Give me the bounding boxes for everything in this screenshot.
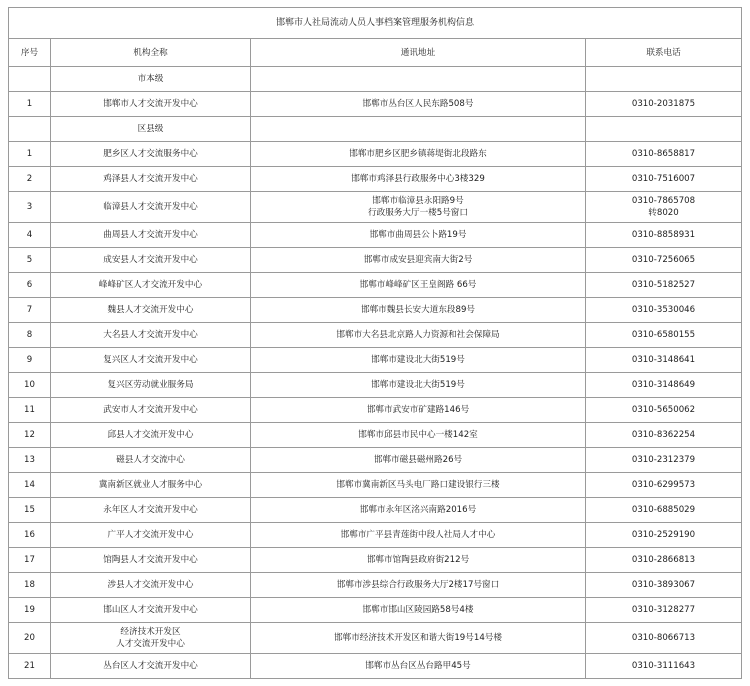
cell-no-text: 21: [24, 661, 35, 671]
cell-address-text: 邯郸市曲周县公卜路19号: [369, 230, 467, 240]
table-row: [9, 654, 742, 679]
cell-no-text: 20: [24, 633, 35, 643]
cell-address-text: 邯郸市丛台区丛台路甲45号: [365, 661, 471, 671]
section-row-county: [9, 117, 742, 142]
cell-address-text: 邯郸市涉县综合行政服务大厅2楼17号窗口: [336, 580, 500, 590]
cell-name: [51, 498, 251, 523]
cell-name: [51, 142, 251, 167]
cell-name-text: 曲周县人才交流开发中心: [103, 230, 198, 240]
cell-address: [251, 248, 586, 273]
cell-phone-text: 0310-2031875: [631, 99, 696, 109]
cell-name-text: 冀南新区就业人才服务中心: [98, 480, 203, 490]
cell-phone-text: 0310-8362254: [631, 430, 696, 440]
table-row: [9, 573, 742, 598]
table-row: [9, 273, 742, 298]
cell-no: [9, 167, 51, 192]
cell-name-text: 武安市人才交流开发中心: [103, 405, 198, 415]
cell-phone-text: 0310-3148649: [631, 380, 696, 390]
cell-address: [251, 623, 586, 654]
cell-address: [251, 523, 586, 548]
document-page: [8, 7, 742, 679]
cell-address: [251, 654, 586, 679]
cell-no: [9, 423, 51, 448]
cell-phone-text: 0310-5650062: [631, 405, 696, 415]
cell-no: [9, 142, 51, 167]
cell-address-text: 邯郸市峰峰矿区王皇阁路 66号: [359, 280, 477, 290]
cell-no: [9, 223, 51, 248]
cell-phone-text: 0310-6580155: [631, 330, 696, 340]
cell-no-text: 13: [24, 455, 35, 465]
cell-phone: [586, 273, 742, 298]
cell-phone: [586, 473, 742, 498]
cell-phone-text: 0310-7256065: [631, 255, 696, 265]
table-row: [9, 523, 742, 548]
cell-address: [251, 298, 586, 323]
cell-phone: [586, 498, 742, 523]
cell-name: [51, 654, 251, 679]
cell-name: [51, 423, 251, 448]
cell-address: [251, 142, 586, 167]
cell-address: [251, 223, 586, 248]
cell-phone-text: 0310-8658817: [631, 149, 696, 159]
cell-address-text: 邯郸市鸡泽县行政服务中心3楼329: [351, 174, 485, 184]
cell-no-text: 7: [26, 305, 33, 315]
header-no: 序号: [9, 39, 51, 67]
cell-no-text: 14: [24, 480, 35, 490]
cell-no-text: 15: [24, 505, 35, 515]
cell-phone: [586, 523, 742, 548]
cell-phone: [586, 323, 742, 348]
table-row: [9, 92, 742, 117]
cell-no: [9, 654, 51, 679]
table-title: 邯郸市人社局流动人员人事档案管理服务机构信息: [9, 8, 742, 39]
cell-name: [51, 398, 251, 423]
table-row: [9, 448, 742, 473]
cell-phone-text: 0310-3893067: [631, 580, 696, 590]
cell-name: [51, 298, 251, 323]
cell-phone: [586, 142, 742, 167]
cell-name: [51, 348, 251, 373]
cell-name-text: 广平人才交流开发中心: [107, 530, 194, 540]
cell-address-text: 邯郸市馆陶县政府街212号: [366, 555, 470, 565]
cell-address-text: 邯郸市魏县长安大道东段89号: [360, 305, 476, 315]
section-label-city: 市本级: [51, 67, 251, 92]
cell-name: [51, 573, 251, 598]
cell-name: [51, 523, 251, 548]
cell-name-text: 大名县人才交流开发中心: [103, 330, 198, 340]
cell-address: [251, 92, 586, 117]
cell-name: [51, 473, 251, 498]
cell-no-text: 12: [24, 430, 35, 440]
table-row: [9, 142, 742, 167]
cell-name: [51, 548, 251, 573]
cell-no: [9, 248, 51, 273]
cell-phone: [586, 248, 742, 273]
cell-no-text: 2: [26, 174, 33, 184]
cell-name-text: 临漳县人才交流开发中心: [103, 202, 198, 212]
cell-phone: [586, 398, 742, 423]
cell-name-text: 邯郸市人才交流开发中心: [103, 99, 198, 109]
cell-phone-text: 0310-2312379: [631, 455, 696, 465]
cell-address-text: 邯郸市武安市矿建路146号: [366, 405, 470, 415]
cell-no-text: 16: [24, 530, 35, 540]
cell-no: [9, 323, 51, 348]
cell-address-text: 邯郸市邯山区陵园路58号4楼: [362, 605, 474, 615]
cell-no-text: 1: [26, 99, 33, 109]
cell-no-text: 4: [26, 230, 33, 240]
cell-phone-text: 0310-7516007: [631, 174, 696, 184]
cell-phone-text: 0310-3148641: [631, 355, 696, 365]
cell-no-text: 17: [24, 555, 35, 565]
cell-name-text: 人才交流开发中心: [116, 639, 185, 649]
table-row: [9, 167, 742, 192]
section-row-city: [9, 67, 742, 92]
cell-name: [51, 167, 251, 192]
section-label-county: 区县级: [51, 117, 251, 142]
cell-address-text: 邯郸市经济技术开发区和谐大街19号14号楼: [334, 633, 502, 643]
cell-phone: [586, 373, 742, 398]
cell-no: [9, 273, 51, 298]
cell-no: [9, 373, 51, 398]
cell-name: [51, 248, 251, 273]
cell-phone: [586, 167, 742, 192]
cell-address-text: 邯郸市丛台区人民东路508号: [362, 99, 474, 109]
cell-phone: [586, 548, 742, 573]
cell-address: [251, 548, 586, 573]
table-row: [9, 473, 742, 498]
cell-name-text: 馆陶县人才交流开发中心: [103, 555, 198, 565]
cell-name-text: 鸡泽县人才交流开发中心: [103, 174, 198, 184]
cell-phone-text: 0310-3111643: [631, 661, 696, 671]
cell-phone-text: 0310-8858931: [631, 230, 696, 240]
table-row: [9, 598, 742, 623]
table-row: [9, 498, 742, 523]
table-row: [9, 398, 742, 423]
table-row: [9, 348, 742, 373]
cell-name: [51, 373, 251, 398]
cell-name-text: 涉县人才交流开发中心: [107, 580, 194, 590]
cell-address: [251, 167, 586, 192]
cell-name: [51, 92, 251, 117]
cell-phone: [586, 573, 742, 598]
cell-no-text: 18: [24, 580, 35, 590]
cell-address-text: 行政服务大厅一楼5号窗口: [368, 208, 468, 218]
cell-name: [51, 223, 251, 248]
header-address: 通讯地址: [251, 39, 586, 67]
cell-no: [9, 498, 51, 523]
cell-name: [51, 448, 251, 473]
table-row: [9, 323, 742, 348]
cell-no-text: 1: [26, 149, 33, 159]
cell-phone: [586, 298, 742, 323]
cell-phone: [586, 92, 742, 117]
cell-phone-text: 0310-5182527: [631, 280, 696, 290]
table-row: [9, 423, 742, 448]
table-row: [9, 373, 742, 398]
cell-name-text: 肥乡区人才交流服务中心: [103, 149, 198, 159]
cell-no-text: 19: [24, 605, 35, 615]
cell-address-text: 邯郸市广平县青莲街中段人社局人才中心: [340, 530, 496, 540]
cell-address: [251, 398, 586, 423]
cell-name-text: 复兴区人才交流开发中心: [103, 355, 198, 365]
table-title-row: [9, 8, 742, 39]
cell-phone: [586, 348, 742, 373]
cell-no: [9, 348, 51, 373]
cell-no: [9, 598, 51, 623]
cell-address: [251, 348, 586, 373]
cell-no-text: 9: [26, 355, 33, 365]
header-phone: 联系电话: [586, 39, 742, 67]
table-row: [9, 223, 742, 248]
cell-name: [51, 192, 251, 223]
institution-table: [8, 7, 742, 679]
cell-phone-text: 0310-3128277: [631, 605, 696, 615]
cell-name: [51, 273, 251, 298]
cell-phone-text: 0310-6299573: [631, 480, 696, 490]
cell-address-text: 邯郸市冀南新区马头电厂路口建设银行三楼: [336, 480, 500, 490]
cell-name-text: 峰峰矿区人才交流开发中心: [98, 280, 203, 290]
cell-phone-text: 0310-2529190: [631, 530, 696, 540]
cell-address: [251, 423, 586, 448]
cell-address: [251, 473, 586, 498]
cell-no: [9, 573, 51, 598]
cell-phone-text: 0310-8066713: [631, 633, 696, 643]
cell-no: [9, 398, 51, 423]
cell-name-text: 丛台区人才交流开发中心: [103, 661, 198, 671]
header-row: [9, 39, 742, 67]
cell-address-text: 邯郸市建设北大街519号: [371, 355, 465, 365]
cell-address-text: 邯郸市永年区洺兴南路2016号: [359, 505, 477, 515]
cell-no: [9, 448, 51, 473]
cell-address: [251, 598, 586, 623]
cell-address: [251, 498, 586, 523]
cell-address: [251, 323, 586, 348]
cell-no: [9, 298, 51, 323]
table-row: [9, 192, 742, 223]
cell-phone: [586, 654, 742, 679]
cell-name-text: 经济技术开发区: [120, 627, 181, 637]
cell-name: [51, 323, 251, 348]
cell-address-text: 邯郸市成安县迎宾南大街2号: [363, 255, 473, 265]
cell-name: [51, 598, 251, 623]
cell-name-text: 永年区人才交流开发中心: [103, 505, 198, 515]
cell-no-text: 5: [26, 255, 33, 265]
cell-name-text: 邱县人才交流开发中心: [107, 430, 194, 440]
cell-no: [9, 548, 51, 573]
cell-no: [9, 192, 51, 223]
table-row: [9, 548, 742, 573]
cell-no-text: 11: [24, 405, 35, 415]
cell-address: [251, 573, 586, 598]
cell-no: [9, 473, 51, 498]
cell-phone-text: 0310-7865708: [631, 196, 696, 206]
cell-phone: [586, 423, 742, 448]
cell-address: [251, 448, 586, 473]
cell-address-text: 邯郸市磁县磁州路26号: [373, 455, 463, 465]
cell-name-text: 复兴区劳动就业服务局: [107, 380, 194, 390]
cell-name-text: 成安县人才交流开发中心: [103, 255, 198, 265]
table-row: [9, 248, 742, 273]
cell-address-text: 邯郸市大名县北京路人力资源和社会保障局: [336, 330, 500, 340]
cell-address: [251, 273, 586, 298]
cell-address: [251, 192, 586, 223]
cell-no: [9, 623, 51, 654]
cell-no-text: 6: [26, 280, 33, 290]
header-name: 机构全称: [51, 39, 251, 67]
cell-phone: [586, 623, 742, 654]
table-row: [9, 623, 742, 654]
cell-name-text: 魏县人才交流开发中心: [107, 305, 194, 315]
cell-phone-text: 0310-6885029: [631, 505, 696, 515]
table-row: [9, 298, 742, 323]
cell-phone: [586, 223, 742, 248]
cell-phone-text: 0310-2866813: [631, 555, 696, 565]
cell-address: [251, 373, 586, 398]
cell-no: [9, 92, 51, 117]
cell-phone-text: 0310-3530046: [631, 305, 696, 315]
cell-no-text: 10: [24, 380, 35, 390]
cell-phone-text: 转8020: [648, 208, 679, 218]
cell-name-text: 磁县人才交流中心: [116, 455, 185, 465]
cell-no-text: 3: [26, 202, 33, 212]
cell-name-text: 邯山区人才交流开发中心: [103, 605, 198, 615]
cell-no: [9, 523, 51, 548]
cell-address-text: 邯郸市建设北大街519号: [371, 380, 465, 390]
cell-address-text: 邯郸市临漳县永阳路9号: [372, 196, 464, 206]
cell-phone: [586, 192, 742, 223]
cell-name: [51, 623, 251, 654]
cell-phone: [586, 448, 742, 473]
cell-no-text: 8: [26, 330, 33, 340]
cell-phone: [586, 598, 742, 623]
cell-address-text: 邯郸市肥乡区肥乡镇蒋堤街北段路东: [349, 149, 487, 159]
cell-address-text: 邯郸市邱县市民中心一楼142室: [358, 430, 478, 440]
